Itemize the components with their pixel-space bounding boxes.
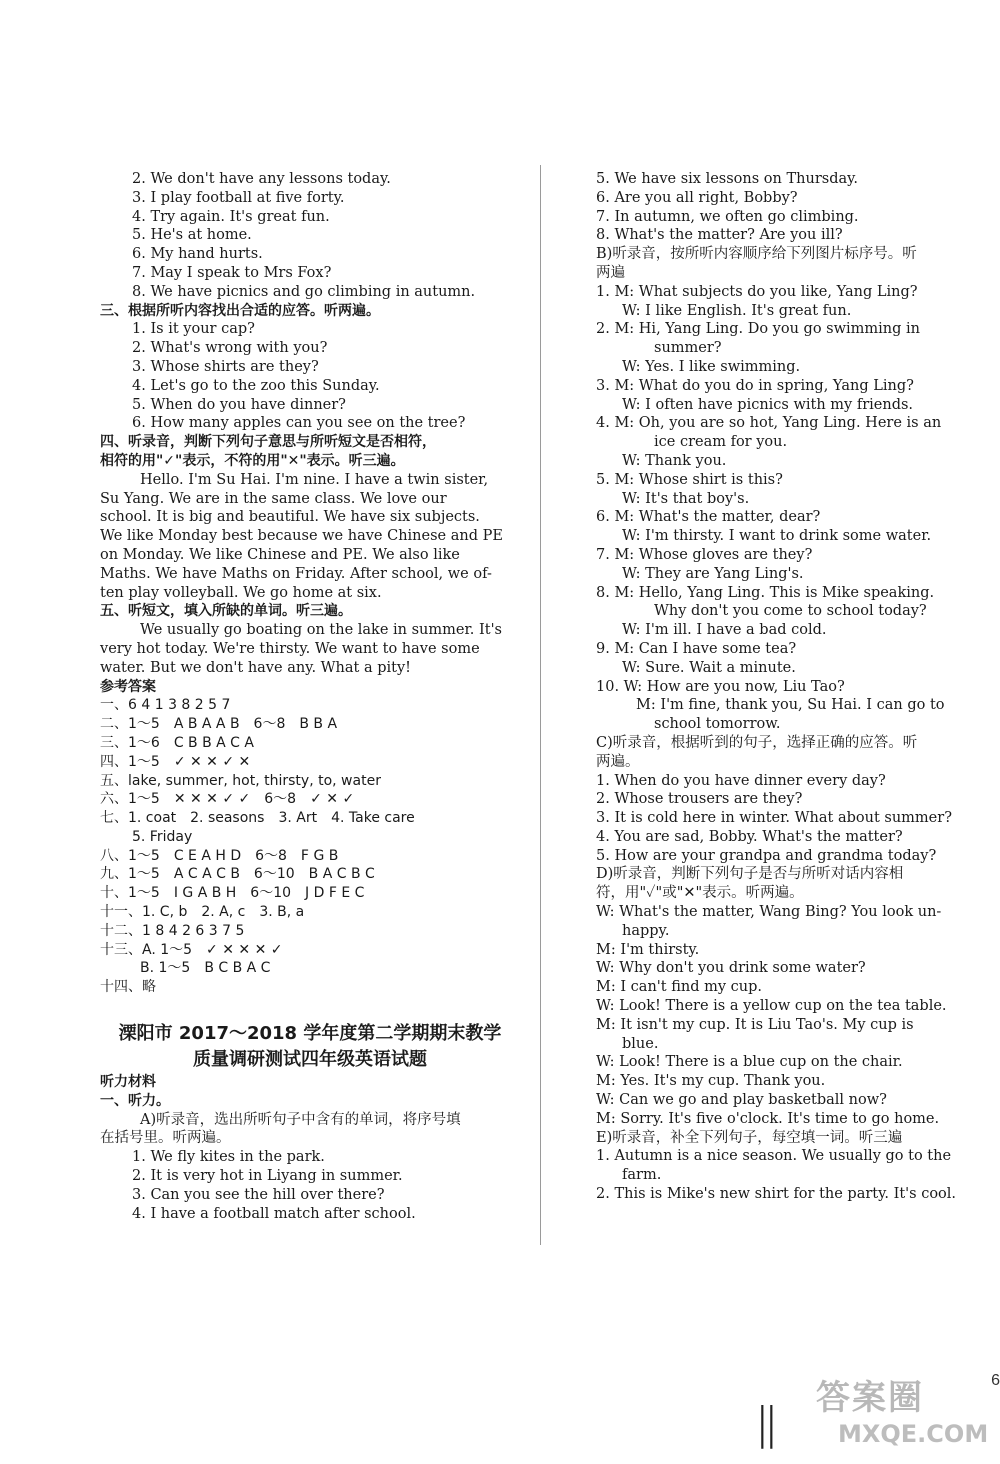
left-text-line: 听力材料: [100, 1074, 156, 1091]
right-text-line: W: Why don't you drink some water?: [596, 960, 866, 977]
watermark-logo: [816, 1370, 994, 1458]
right-text-line: W: Yes. I like swimming.: [622, 358, 801, 375]
left-text-line: 3. Whose shirts are they?: [132, 358, 319, 375]
left-text-line: 十一、1. C, b 2. A, c 3. B, a: [100, 904, 305, 921]
left-text-line: 八、1～5 C E A H D 6～8 F G B: [100, 847, 339, 864]
watermark-url: MXQE.COM: [838, 1420, 989, 1448]
left-text-line: 5. Friday: [132, 828, 193, 845]
page-number: 6: [991, 1372, 1000, 1389]
left-text-line: 4. I have a football match after school.: [132, 1205, 416, 1222]
left-text-line: 3. I play football at five forty.: [132, 189, 345, 206]
left-text-line: 九、1～5 A C A C B 6～10 B A C B C: [100, 866, 375, 883]
right-text-line: M: Sorry. It's five o'clock. It's time to go home.: [596, 1110, 940, 1127]
right-text-line: 9. M: Can I have some tea?: [596, 640, 797, 657]
right-text-line: D)听录音，判断下列句子是否与所听对话内容相: [596, 866, 904, 883]
right-text-line: 3. It is cold here in winter. What about summer?: [596, 810, 952, 827]
right-text-line: E)听录音，补全下列句子，每空填一词。听三遍: [596, 1129, 903, 1146]
right-text-line: 7. In autumn, we often go climbing.: [596, 208, 859, 225]
left-text-line: 1. We fly kites in the park.: [132, 1149, 325, 1166]
right-text-line: 两遍: [596, 264, 625, 281]
right-text-line: 1. Autumn is a nice season. We usually go to the: [596, 1148, 952, 1165]
left-text-line: 四、听录音，判断下列句子意思与所听短文是否相符，: [100, 434, 436, 451]
right-text-line: 2. This is Mike's new shirt for the party. It's cool.: [596, 1186, 957, 1203]
left-text-line: 十、1～5 I G A B H 6～10 J D F E C: [100, 885, 365, 902]
left-text-line: 五、听短文，填入所缺的单词。听三遍。: [100, 603, 352, 620]
left-column: [100, 170, 520, 1223]
left-text-line: 6. My hand hurts.: [132, 246, 263, 263]
right-text-line: Why don't you come to school today?: [654, 603, 927, 620]
left-text-line: 5. He's at home.: [132, 227, 252, 244]
left-text-line: school. It is big and beautiful. We have six subjects.: [100, 509, 480, 526]
left-text-line: 4. Let's go to the zoo this Sunday.: [132, 377, 380, 394]
left-text-line: very hot today. We're thirsty. We want to have some: [100, 640, 480, 657]
right-text-line: farm.: [622, 1167, 662, 1184]
left-text-line: 一、6 4 1 3 8 2 5 7: [100, 697, 231, 714]
left-text-line: We like Monday best because we have Chinese and PE: [100, 528, 503, 545]
right-text-line: B)听录音，按所听内容顺序给下列图片标序号。听: [596, 246, 917, 263]
left-text-line: Su Yang. We are in the same class. We love our: [100, 490, 447, 507]
right-text-line: 6. M: What's the matter, dear?: [596, 509, 821, 526]
left-text-line: 2. We don't have any lessons today.: [132, 171, 391, 187]
right-text-line: W: They are Yang Ling's.: [622, 565, 804, 582]
left-text-line: 参考答案: [100, 678, 156, 695]
left-text-line: 2. What's wrong with you?: [132, 340, 328, 357]
left-text-line: 2. It is very hot in Liyang in summer.: [132, 1168, 403, 1185]
right-text-line: M: I'm thirsty.: [596, 941, 700, 958]
right-text-line: W: Can we go and play basketball now?: [596, 1092, 887, 1109]
right-text-line: 3. M: What do you do in spring, Yang Ling?: [596, 377, 914, 394]
right-text-line: school tomorrow.: [654, 716, 781, 733]
right-text-line: 1. When do you have dinner every day?: [596, 772, 886, 789]
right-text-line: M: It isn't my cup. It is Liu Tao's. My cup is: [596, 1016, 914, 1033]
left-text-line: 四、1～5 ✓ ✕ ✕ ✓ ✕: [100, 753, 251, 770]
right-text-line: 2. M: Hi, Yang Ling. Do you go swimming in: [596, 321, 920, 338]
left-text-line: We usually go boating on the lake in summer. It's: [140, 622, 502, 639]
left-text-line: 5. When do you have dinner?: [132, 396, 346, 413]
left-text-line: 十四、略: [100, 979, 156, 996]
watermark-logo-text: 答案圈: [816, 1378, 924, 1418]
right-text-line: W: Sure. Wait a minute.: [622, 659, 796, 676]
right-text-line: 4. M: Oh, you are so hot, Yang Ling. Here is an: [596, 415, 942, 432]
right-text-line: 10. W: How are you now, Liu Tao?: [596, 678, 845, 695]
right-text-line: W: Look! There is a blue cup on the chair.: [596, 1054, 903, 1071]
right-text-line: W: Look! There is a yellow cup on the tea table.: [596, 998, 947, 1015]
right-text-line: 5. We have six lessons on Thursday.: [596, 171, 859, 187]
left-text-line: 十三、A. 1～5 ✓ ✕ ✕ ✕ ✓: [100, 941, 283, 958]
left-text-line: 五、lake, summer, hot, thirsty, to, water: [100, 772, 381, 789]
right-text-line: 5. How are your grandpa and grandma today?: [596, 847, 937, 864]
right-text-line: W: I often have picnics with my friends.: [622, 396, 914, 413]
right-text-line: M: I can't find my cup.: [596, 979, 763, 996]
right-text-line: W: I'm thirsty. I want to drink some water.: [622, 528, 932, 545]
left-text-line: 质量调研测试四年级英语试题: [193, 1049, 427, 1071]
right-text-line: 8. What's the matter? Are you ill?: [596, 227, 843, 244]
right-text-line: 5. M: Whose shirt is this?: [596, 471, 783, 488]
right-text-line: blue.: [622, 1035, 659, 1052]
left-text-line: 3. Can you see the hill over there?: [132, 1186, 385, 1203]
right-text-line: summer?: [654, 340, 722, 357]
left-text-line: 一、听力。: [100, 1092, 170, 1109]
left-text-line: on Monday. We like Chinese and PE. We also like: [100, 546, 460, 563]
left-text-line: 三、根据所听内容找出合适的应答。听两遍。: [100, 302, 380, 319]
right-text-line: 8. M: Hello, Yang Ling. This is Mike speaking.: [596, 584, 935, 601]
right-text-line: W: What's the matter, Wang Bing? You look un-: [596, 904, 942, 921]
left-text-line: Maths. We have Maths on Friday. After school, we of-: [100, 565, 492, 582]
right-text-line: 6. Are you all right, Bobby?: [596, 189, 798, 206]
right-text-line: 两遍。: [596, 753, 640, 770]
left-text-line: 七、1. coat 2. seasons 3. Art 4. Take care: [100, 810, 415, 827]
right-text-line: C)听录音，根据听到的句子，选择正确的应答。听: [596, 734, 918, 751]
left-text-line: 7. May I speak to Mrs Fox?: [132, 264, 332, 281]
left-text-line: B. 1～5 B C B A C: [140, 960, 271, 977]
left-text-line: 相符的用"✓"表示，不符的用"✕"表示。听三遍。: [100, 452, 405, 469]
right-text-line: W: I like English. It's great fun.: [622, 302, 852, 319]
left-text-line: 8. We have picnics and go climbing in autumn.: [132, 283, 476, 300]
left-text-line: 三、1～6 C B B A C A: [100, 734, 254, 751]
left-text-line: 六、1～5 ✕ ✕ ✕ ✓ ✓ 6～8 ✓ ✕ ✓: [100, 791, 355, 808]
left-text-line: ten play volleyball. We go home at six.: [100, 584, 382, 601]
right-text-line: W: Thank you.: [622, 452, 727, 469]
left-text-line: 6. How many apples can you see on the tree?: [132, 415, 466, 432]
right-text-line: W: It's that boy's.: [622, 490, 750, 507]
handwritten-mark: ||: [757, 1398, 776, 1449]
right-column: [596, 170, 986, 1204]
right-text-line: ice cream for you.: [654, 434, 788, 451]
left-text-line: 在括号里。听两遍。: [100, 1130, 231, 1147]
right-text-line: M: I'm fine, thank you, Su Hai. I can go to: [636, 697, 945, 714]
right-text-line: happy.: [622, 922, 670, 939]
left-text-line: 4. Try again. It's great fun.: [132, 208, 330, 225]
left-text-line: 1. Is it your cap?: [132, 321, 255, 338]
right-text-line: 7. M: Whose gloves are they?: [596, 546, 813, 563]
left-text-line: 十二、1 8 4 2 6 3 7 5: [100, 922, 245, 939]
left-text-line: water. But we don't have any. What a pity!: [100, 659, 411, 676]
left-text-line: A)听录音，选出所听句子中含有的单词，将序号填: [140, 1111, 461, 1128]
column-divider: [540, 165, 541, 1245]
right-text-line: M: Yes. It's my cup. Thank you.: [596, 1073, 826, 1090]
left-text-line: Hello. I'm Su Hai. I'm nine. I have a twin sister,: [140, 471, 489, 488]
left-text-line: [100, 997, 520, 1021]
left-text-line: 二、1～5 A B A A B 6～8 B B A: [100, 716, 338, 733]
left-text-line: 溧阳市 2017～2018 学年度第二学期期末教学: [118, 1023, 502, 1045]
right-text-line: 2. Whose trousers are they?: [596, 791, 803, 808]
right-text-line: 1. M: What subjects do you like, Yang Ling?: [596, 283, 918, 300]
right-text-line: 4. You are sad, Bobby. What's the matter?: [596, 828, 903, 845]
right-text-line: 符，用"✓"或"✕"表示。听两遍。: [596, 885, 804, 902]
right-text-line: W: I'm ill. I have a bad cold.: [622, 622, 827, 639]
